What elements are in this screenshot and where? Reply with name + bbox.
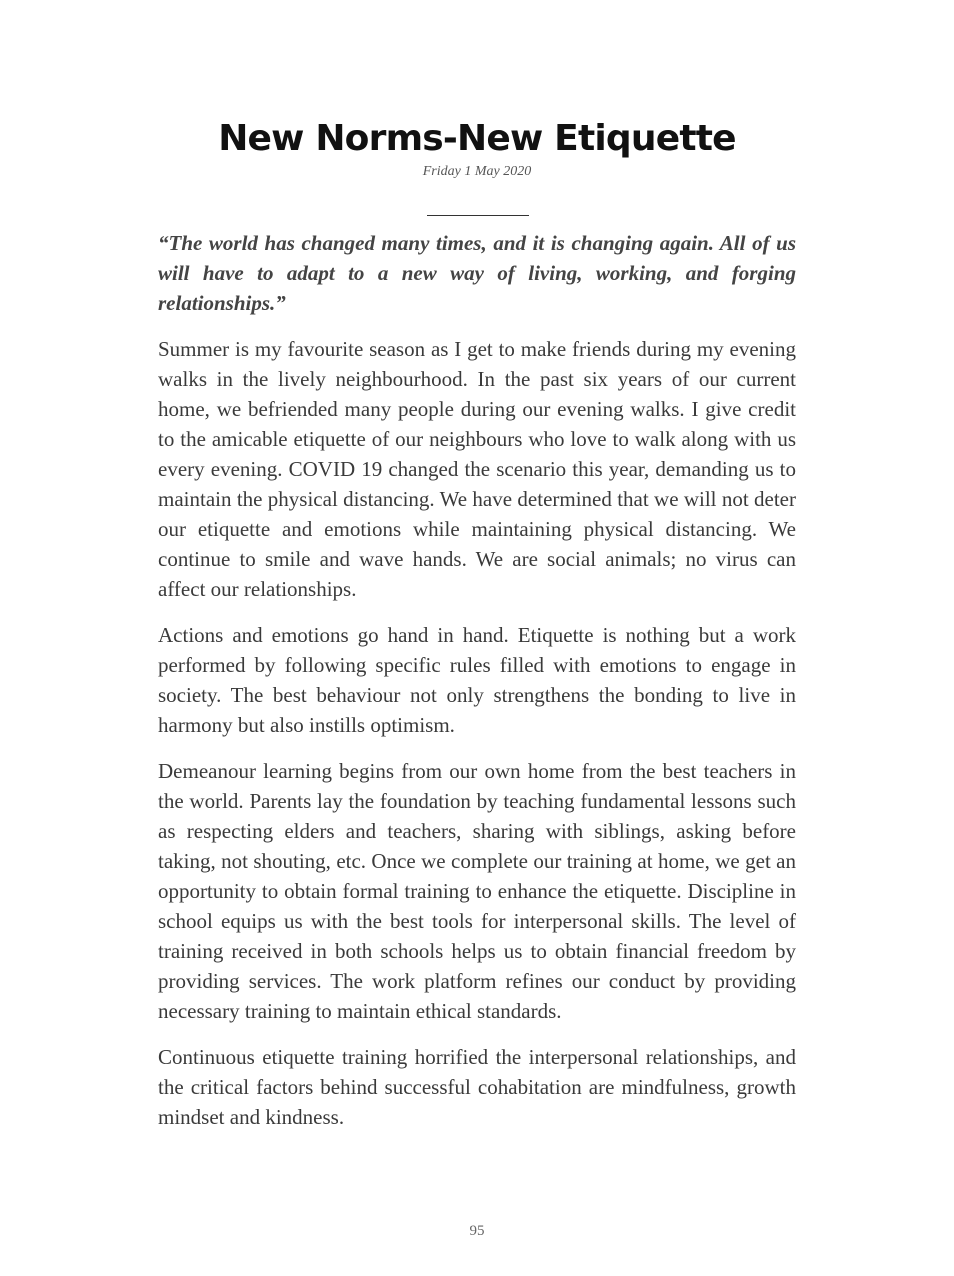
page-number: 95 — [469, 1223, 485, 1239]
pull-quote: “The world has changed many times, and it is changing again. All of us will have to adapt to a new way of living, working, and forging relationships.” — [158, 231, 796, 315]
paragraph: Actions and emotions go hand in hand. Etiquette is nothing but a work performed by following specific rules filled with emotions to engage in society. The best behaviour not only strengthens the bonding to live in harmony but also instills optimism. — [158, 623, 796, 737]
article-title: New Norms-New Etiquette — [218, 118, 736, 159]
paragraph: Demeanour learning begins from our own home from the best teachers in the world. Parents lay the foundation by teaching fundamental lessons such as respecting elders and teachers, sharing with siblings, asking before taking, not shouting, etc. Once we complete our training at home, we get an opportunity to obtain formal training to enhance the etiquette. Discipline in school equips us with the best tools for interpersonal skills. The level of training received in both schools helps us to obtain financial freedom by providing services. The work platform refines our conduct by providing necessary training to maintain ethical standards. — [158, 759, 796, 1023]
title-divider — [427, 215, 529, 216]
article-date: Friday 1 May 2020 — [422, 164, 532, 179]
article-body — [158, 228, 796, 1148]
paragraph: Summer is my favourite season as I get to make friends during my evening walks in the lively neighbourhood. In the past six years of our current home, we befriended many people during our evening walks. I give credit to the amicable etiquette of our neighbours who love to walk along with us every evening. COVID 19 changed the scenario this year, demanding us to maintain the physical distancing. We have determined that we will not deter our etiquette and emotions while maintaining physical distancing. We continue to smile and wave hands. We are social animals; no virus can affect our relationships. — [158, 337, 796, 601]
paragraph: Continuous etiquette training horrified the interpersonal relationships, and the critical factors behind successful cohabitation are mindfulness, growth mindset and kindness. — [158, 1045, 796, 1129]
